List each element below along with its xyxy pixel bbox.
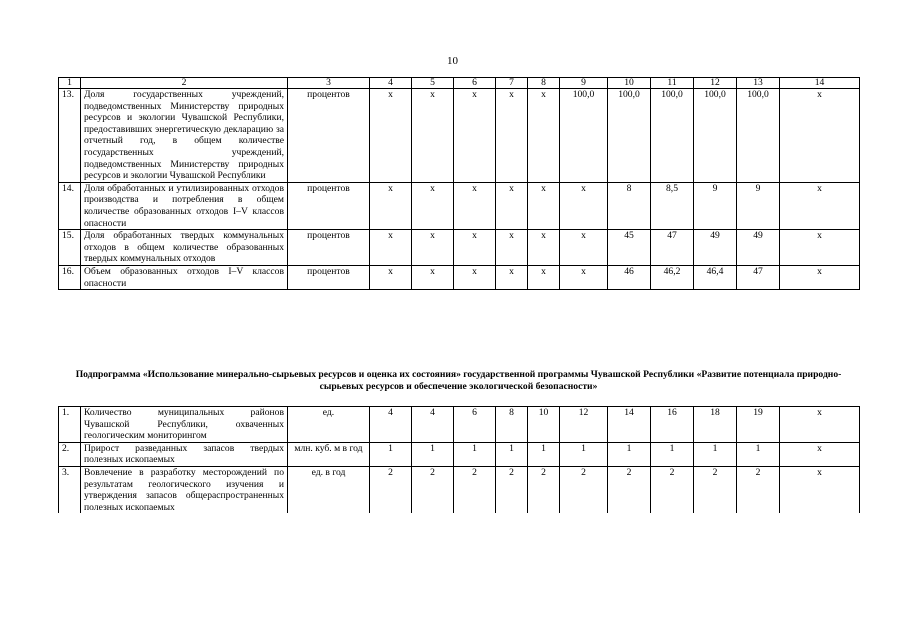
indicator-name: Объем образованных отходов I–V классов опасности <box>81 265 288 289</box>
value-cell: 2 <box>496 466 528 513</box>
table-row <box>59 182 860 229</box>
value-cell: х <box>454 265 496 289</box>
value-cell: 8 <box>496 407 528 443</box>
value-cell: 1 <box>694 442 737 466</box>
value-cell: х <box>412 265 454 289</box>
header-row <box>59 78 860 89</box>
indicator-name: Доля обработанных твердых коммунальных отходов в общем количестве образованных твердых коммунальных отходов <box>81 230 288 266</box>
row-number: 16. <box>59 265 81 289</box>
value-cell: х <box>412 182 454 229</box>
value-cell: х <box>780 442 860 466</box>
value-cell: 1 <box>651 442 694 466</box>
header-cell: 14 <box>780 78 860 89</box>
value-cell: 1 <box>412 442 454 466</box>
value-cell: х <box>780 466 860 513</box>
value-cell: 6 <box>454 407 496 443</box>
value-cell: 4 <box>370 407 412 443</box>
header-cell: 4 <box>370 78 412 89</box>
table-row <box>59 407 860 443</box>
value-cell: 1 <box>370 442 412 466</box>
value-cell: 46 <box>608 265 651 289</box>
value-cell: 1 <box>496 442 528 466</box>
value-cell: 1 <box>608 442 651 466</box>
value-cell: 1 <box>454 442 496 466</box>
value-cell: 45 <box>608 230 651 266</box>
value-cell: 2 <box>737 466 780 513</box>
value-cell: 46,4 <box>694 265 737 289</box>
value-cell: х <box>560 182 608 229</box>
value-cell: 49 <box>694 230 737 266</box>
value-cell: х <box>412 89 454 183</box>
header-cell: 2 <box>81 78 288 89</box>
value-cell: 2 <box>608 466 651 513</box>
value-cell: 2 <box>454 466 496 513</box>
value-cell: 1 <box>560 442 608 466</box>
unit-cell: процентов <box>288 182 370 229</box>
value-cell: 100,0 <box>737 89 780 183</box>
value-cell: 12 <box>560 407 608 443</box>
header-cell: 10 <box>608 78 651 89</box>
value-cell: 46,2 <box>651 265 694 289</box>
value-cell: 4 <box>412 407 454 443</box>
value-cell: х <box>454 230 496 266</box>
unit-cell: процентов <box>288 265 370 289</box>
value-cell: 47 <box>651 230 694 266</box>
row-number: 14. <box>59 182 81 229</box>
value-cell: х <box>528 89 560 183</box>
table-row <box>59 466 860 513</box>
value-cell: 9 <box>737 182 780 229</box>
value-cell: 10 <box>528 407 560 443</box>
value-cell: 49 <box>737 230 780 266</box>
value-cell: х <box>496 265 528 289</box>
value-cell: 9 <box>694 182 737 229</box>
value-cell: 2 <box>528 466 560 513</box>
row-number: 15. <box>59 230 81 266</box>
value-cell: 100,0 <box>694 89 737 183</box>
value-cell: 2 <box>651 466 694 513</box>
header-cell: 9 <box>560 78 608 89</box>
value-cell: х <box>528 265 560 289</box>
value-cell: х <box>454 89 496 183</box>
value-cell: 1 <box>528 442 560 466</box>
value-cell: 100,0 <box>608 89 651 183</box>
row-number: 3. <box>59 466 81 513</box>
row-number: 2. <box>59 442 81 466</box>
subprogram-title: Подпрограмма «Использование минерально-сырьевых ресурсов и оценка их состояния» государственной программы Чувашской Республики «Развитие потенциала природно-сырьевых ресурсов и обеспечение экологической безопасности» <box>75 369 842 392</box>
unit-cell: млн. куб. м в год <box>288 442 370 466</box>
page-number: 10 <box>447 55 458 67</box>
value-cell: 2 <box>370 466 412 513</box>
value-cell: х <box>560 230 608 266</box>
unit-cell: ед. в год <box>288 466 370 513</box>
row-number: 13. <box>59 89 81 183</box>
indicator-name: Доля обработанных и утилизированных отходов производства и потребления в общем количестве образованных отходов I–V классов опасности <box>81 182 288 229</box>
header-cell: 13 <box>737 78 780 89</box>
indicator-name: Доля государственных учреждений, подведомственных Министерству природных ресурсов и экологии Чувашской Республики, предоставивших энергетическую декларацию за отчетный год, в общем количестве государственных учреждений, подведомственных Министерству природных ресурсов и экологии Чувашской Республики <box>81 89 288 183</box>
header-cell: 7 <box>496 78 528 89</box>
header-cell: 8 <box>528 78 560 89</box>
subprogram-indicators-table <box>58 406 860 513</box>
value-cell: 2 <box>412 466 454 513</box>
header-cell: 1 <box>59 78 81 89</box>
table-row <box>59 230 860 266</box>
value-cell: х <box>496 89 528 183</box>
row-number: 1. <box>59 407 81 443</box>
value-cell: х <box>780 230 860 266</box>
value-cell: х <box>496 230 528 266</box>
indicator-name: Прирост разведанных запасов твердых полезных ископаемых <box>81 442 288 466</box>
table-row <box>59 442 860 466</box>
value-cell: 8 <box>608 182 651 229</box>
indicators-table <box>58 77 860 290</box>
value-cell: х <box>528 230 560 266</box>
value-cell: х <box>780 89 860 183</box>
value-cell: х <box>560 265 608 289</box>
value-cell: 14 <box>608 407 651 443</box>
value-cell: х <box>780 407 860 443</box>
value-cell: х <box>454 182 496 229</box>
header-cell: 6 <box>454 78 496 89</box>
value-cell: 100,0 <box>651 89 694 183</box>
value-cell: 18 <box>694 407 737 443</box>
unit-cell: ед. <box>288 407 370 443</box>
value-cell: 16 <box>651 407 694 443</box>
value-cell: х <box>370 265 412 289</box>
value-cell: х <box>496 182 528 229</box>
value-cell: 2 <box>560 466 608 513</box>
unit-cell: процентов <box>288 230 370 266</box>
value-cell: х <box>370 89 412 183</box>
value-cell: 19 <box>737 407 780 443</box>
value-cell: 47 <box>737 265 780 289</box>
value-cell: 1 <box>737 442 780 466</box>
value-cell: х <box>528 182 560 229</box>
indicator-name: Вовлечение в разработку месторождений по результатам геологического изучения и утверждения запасов общераспространенных полезных ископаемых <box>81 466 288 513</box>
value-cell: 100,0 <box>560 89 608 183</box>
value-cell: 2 <box>694 466 737 513</box>
header-cell: 11 <box>651 78 694 89</box>
unit-cell: процентов <box>288 89 370 183</box>
header-cell: 3 <box>288 78 370 89</box>
value-cell: х <box>370 182 412 229</box>
table-row <box>59 89 860 183</box>
value-cell: х <box>370 230 412 266</box>
indicator-name: Количество муниципальных районов Чувашской Республики, охваченных геологическим мониторингом <box>81 407 288 443</box>
header-cell: 12 <box>694 78 737 89</box>
header-cell: 5 <box>412 78 454 89</box>
value-cell: 8,5 <box>651 182 694 229</box>
value-cell: х <box>780 265 860 289</box>
value-cell: х <box>412 230 454 266</box>
table-row <box>59 265 860 289</box>
value-cell: х <box>780 182 860 229</box>
